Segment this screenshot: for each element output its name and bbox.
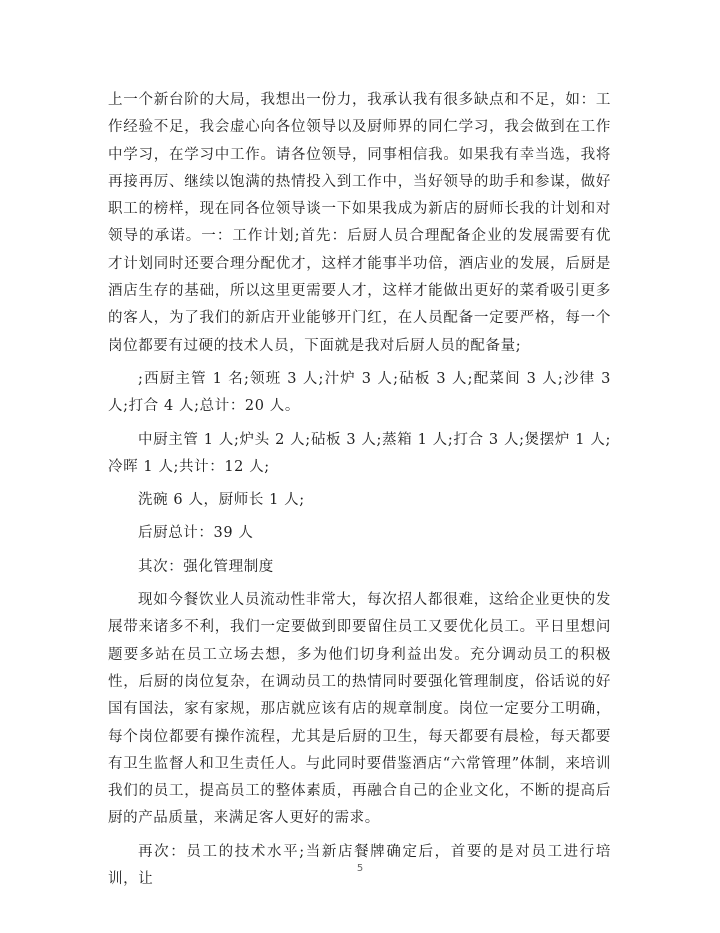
paragraph-total: 后厨总计：39 人 — [138, 525, 254, 542]
paragraph-management: 现如今餐饮业人员流动性非常大，每次招人都很难，这给企业更快的发展带来诸多不利，我们一定要做到即要留住员工又要优化员工。平日里想问题要多站在员工立场去想，多为他们切身利益出发。充分调动员工的积极性，后厨的岗位复杂，在调动员工的热情同时要强化管理制度，俗话说的好国有国法，家有家规，那店就应该有店的规章制度。岗位一定要分工明确，每个岗位都要有操作流程，尤其是后厨的卫生，每天都要有晨检，每天都要有卫生监督人和卫生责任人。与此同时要借鉴酒店“六常管理”体制，来培训我们的员工，提高员工的整体素质，再融合自己的企业文化，不断的提高后厨的产品质量，来满足客人更好的需求。 — [108, 592, 611, 827]
paragraph-intro: 上一个新台阶的大局，我想出一份力，我承认我有很多缺点和不足，如：工作经验不足，我会虚心向各位领导以及厨师界的同仁学习，我会做到在工作中学习，在学习中工作。请各位领导，同事相信我。如果我有幸当选，我将再接再厉、继续以饱满的热情投入到工作中，当好领导的助手和参谋，做好职工的榜样，现在同各位领导谈一下如果我成为新店的厨师长我的计划和对领导的承诺。一：工作计划;首先：后厨人员合理配备企业的发展需要有优才计划同时还要合理分配优才，这样才能事半功倍，酒店业的发展，后厨是酒店生存的基础，所以这里更需要人才，这样才能做出更好的菜肴吸引更多的客人，为了我们的新店开业能够开门红，在人员配备一定要严格，每一个岗位都要有过硬的技术人员，下面就是我对后厨人员的配备量; — [108, 92, 611, 354]
paragraph-chinese-kitchen-staff: 中厨主管 1 人;炉头 2 人;砧板 3 人;蒸箱 1 人;打合 3 人;煲摆炉 1 人;冷晖 1 人;共计：12 人; — [108, 431, 611, 475]
paragraph-dishwashers: 洗碗 6 人，厨师长 1 人; — [138, 492, 305, 509]
paragraph-technical-level: 再次：员工的技术水平;当新店餐牌确定后，首要的是对员工进行培训，让 — [108, 843, 611, 888]
paragraph-western-kitchen-staff: ;西厨主管 1 名;领班 3 人;汁炉 3 人;砧板 3 人;配菜间 3 人;沙律 3 人;打合 4 人;总计：20 人。 — [108, 370, 611, 415]
page-body — [108, 87, 611, 899]
page-number: 5 — [356, 863, 364, 874]
paragraph-heading-management: 其次：强化管理制度 — [138, 558, 274, 575]
